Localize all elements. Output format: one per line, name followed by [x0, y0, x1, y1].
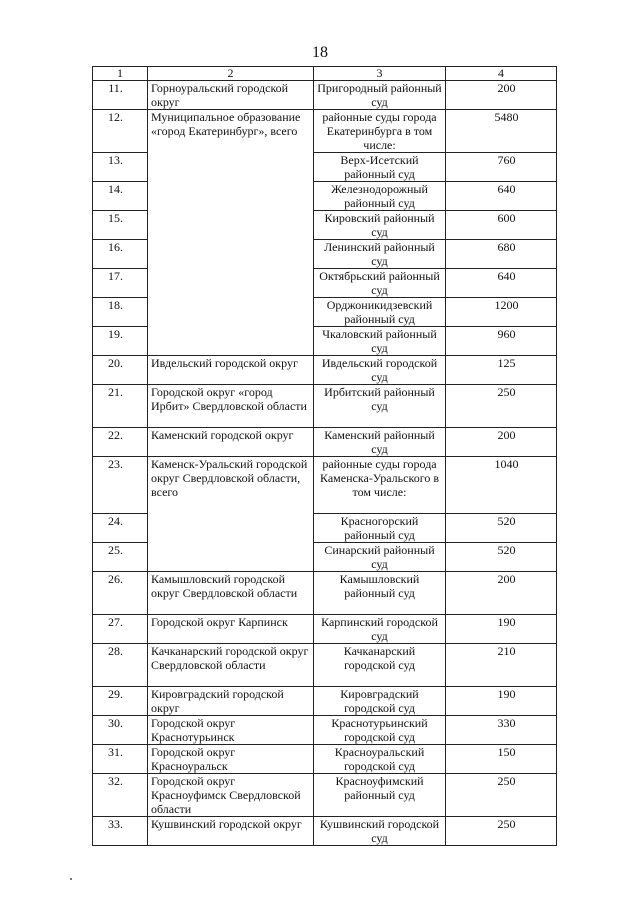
row-number: 29.: [93, 687, 148, 716]
table-row: [93, 716, 557, 745]
value-cell: 640: [446, 182, 557, 211]
row-number: 27.: [93, 615, 148, 644]
value-cell: 190: [446, 687, 557, 716]
court-cell: Синарский районный суд: [314, 543, 446, 572]
municipality-cell: Кировградский городской округ: [148, 687, 314, 716]
municipality-cell: Городской округ Красноуфимск Свердловской области: [148, 774, 314, 817]
table-row: [93, 687, 557, 716]
value-cell: 200: [446, 81, 557, 110]
court-cell: Карпинский городской суд: [314, 615, 446, 644]
value-cell: 250: [446, 817, 557, 846]
table-row: [93, 385, 557, 428]
municipality-cell: Городской округ Красноуральск: [148, 745, 314, 774]
value-cell: 960: [446, 327, 557, 356]
table-row: [93, 615, 557, 644]
municipality-cell: Городской округ «город Ирбит» Свердловской области: [148, 385, 314, 428]
court-cell: Кировский районный суд: [314, 211, 446, 240]
table-row: [93, 644, 557, 687]
court-cell: Качканарский городской суд: [314, 644, 446, 687]
row-number: 15.: [93, 211, 148, 240]
table-row: [93, 110, 557, 153]
row-number: 20.: [93, 356, 148, 385]
municipality-cell: Каменский городской округ: [148, 428, 314, 457]
value-cell: 520: [446, 543, 557, 572]
scan-speck: [70, 878, 72, 880]
row-number: 24.: [93, 514, 148, 543]
municipality-cell: Кушвинский городской округ: [148, 817, 314, 846]
value-cell: 190: [446, 615, 557, 644]
value-cell: 600: [446, 211, 557, 240]
court-cell: Чкаловский районный суд: [314, 327, 446, 356]
court-cell: районные суды города Екатеринбурга в том числе:: [314, 110, 446, 153]
court-cell: Октябрьский районный суд: [314, 269, 446, 298]
value-cell: 640: [446, 269, 557, 298]
value-cell: 250: [446, 385, 557, 428]
row-number: 33.: [93, 817, 148, 846]
court-cell: Камышловский районный суд: [314, 572, 446, 615]
value-cell: 200: [446, 428, 557, 457]
municipality-cell: Городской округ Краснотурьинск: [148, 716, 314, 745]
table-row: [93, 428, 557, 457]
value-cell: 330: [446, 716, 557, 745]
row-number: 21.: [93, 385, 148, 428]
value-cell: 1200: [446, 298, 557, 327]
value-cell: 250: [446, 774, 557, 817]
column-header: 2: [148, 67, 314, 81]
row-number: 14.: [93, 182, 148, 211]
courts-table: [92, 66, 557, 846]
column-header: 3: [314, 67, 446, 81]
column-header: 4: [446, 67, 557, 81]
row-number: 26.: [93, 572, 148, 615]
court-cell: Красноуральский городской суд: [314, 745, 446, 774]
row-number: 30.: [93, 716, 148, 745]
municipality-cell: Каменск-Уральский городской округ Свердловской области, всего: [148, 457, 314, 572]
table-row: [93, 457, 557, 514]
municipality-cell: Качканарский городской округ Свердловской области: [148, 644, 314, 687]
row-number: 19.: [93, 327, 148, 356]
table-row: [93, 572, 557, 615]
court-cell: Красногорский районный суд: [314, 514, 446, 543]
court-cell: районные суды города Каменска-Уральского в том числе:: [314, 457, 446, 514]
table-header-row: [93, 67, 557, 81]
court-cell: Красноуфимский районный суд: [314, 774, 446, 817]
table-row: [93, 817, 557, 846]
municipality-cell: Муниципальное образование «город Екатеринбург», всего: [148, 110, 314, 356]
row-number: 16.: [93, 240, 148, 269]
row-number: 12.: [93, 110, 148, 153]
value-cell: 1040: [446, 457, 557, 514]
court-cell: Краснотурьинский городской суд: [314, 716, 446, 745]
municipality-cell: Городской округ Карпинск: [148, 615, 314, 644]
row-number: 28.: [93, 644, 148, 687]
municipality-cell: Горноуральский городской округ: [148, 81, 314, 110]
value-cell: 125: [446, 356, 557, 385]
value-cell: 520: [446, 514, 557, 543]
row-number: 18.: [93, 298, 148, 327]
row-number: 31.: [93, 745, 148, 774]
court-cell: Пригородный районный суд: [314, 81, 446, 110]
row-number: 17.: [93, 269, 148, 298]
court-cell: Верх-Исетский районный суд: [314, 153, 446, 182]
value-cell: 150: [446, 745, 557, 774]
table-row: [93, 745, 557, 774]
table-row: [93, 356, 557, 385]
column-header: 1: [93, 67, 148, 81]
table-row: [93, 774, 557, 817]
court-cell: Ленинский районный суд: [314, 240, 446, 269]
row-number: 22.: [93, 428, 148, 457]
court-cell: Кировградский городской суд: [314, 687, 446, 716]
row-number: 13.: [93, 153, 148, 182]
value-cell: 5480: [446, 110, 557, 153]
court-cell: Железнодорожный районный суд: [314, 182, 446, 211]
value-cell: 680: [446, 240, 557, 269]
value-cell: 760: [446, 153, 557, 182]
table-row: [93, 81, 557, 110]
court-cell: Ивдельский городской суд: [314, 356, 446, 385]
page-number: 18: [312, 44, 328, 61]
court-cell: Ирбитский районный суд: [314, 385, 446, 428]
court-cell: Каменский районный суд: [314, 428, 446, 457]
court-cell: Кушвинский городской суд: [314, 817, 446, 846]
municipality-cell: Камышловский городской округ Свердловской области: [148, 572, 314, 615]
row-number: 11.: [93, 81, 148, 110]
court-cell: Орджоникидзевский районный суд: [314, 298, 446, 327]
row-number: 25.: [93, 543, 148, 572]
value-cell: 210: [446, 644, 557, 687]
row-number: 32.: [93, 774, 148, 817]
row-number: 23.: [93, 457, 148, 514]
municipality-cell: Ивдельский городской округ: [148, 356, 314, 385]
value-cell: 200: [446, 572, 557, 615]
